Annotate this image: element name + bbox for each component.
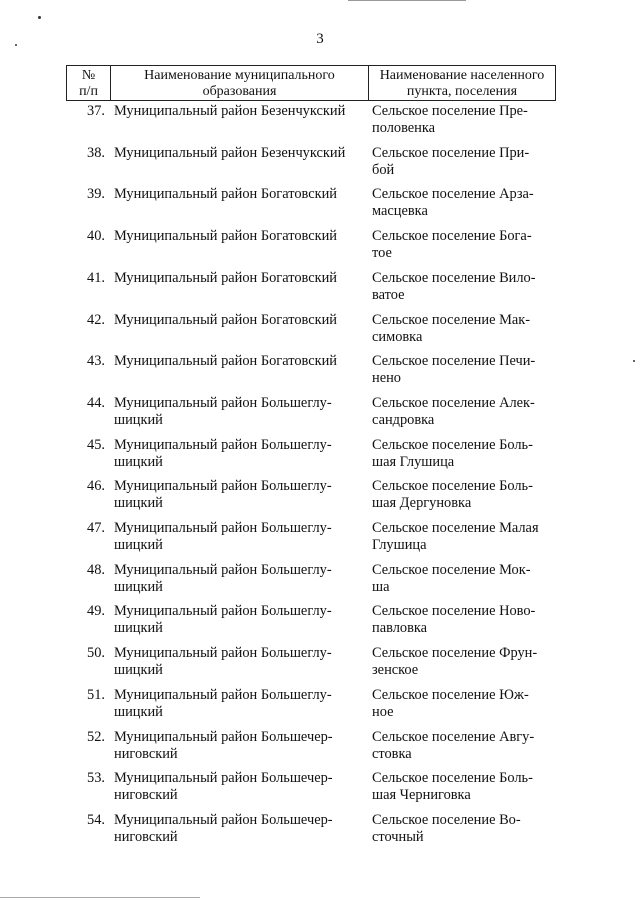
- municipality-name-line: Муниципальный район Безенчукский: [114, 145, 346, 161]
- settlement-name: [372, 478, 550, 512]
- municipality-name-line: ниговский: [114, 746, 178, 762]
- row-number: 48.: [87, 562, 105, 578]
- municipality-name-line: Муниципальный район Богатовский: [114, 270, 338, 286]
- settlement-name: [372, 312, 550, 346]
- settlement-name-line: Сельское поселение Алек-: [372, 395, 535, 411]
- settlement-name-line: ватое: [372, 287, 405, 303]
- scan-edge-line: [348, 0, 466, 1]
- settlement-name: [372, 145, 550, 179]
- settlement-name: [372, 645, 550, 679]
- settlement-name: [372, 520, 550, 554]
- settlement-name: [372, 770, 550, 804]
- settlement-name-line: павловка: [372, 620, 428, 636]
- settlement-name: [372, 812, 550, 846]
- settlement-name-line: Сельское поселение Пре-: [372, 103, 528, 119]
- municipality-name: [114, 228, 368, 245]
- row-number: 51.: [87, 687, 105, 703]
- row-number: 40.: [87, 228, 105, 244]
- row-number: 47.: [87, 520, 105, 536]
- settlement-name: [372, 562, 550, 596]
- row-number: 53.: [87, 770, 105, 786]
- settlement-name-line: шая Глушица: [372, 454, 455, 470]
- row-number: 49.: [87, 603, 105, 619]
- municipality-name-line: Муниципальный район Большечер-: [114, 812, 333, 828]
- settlement-name-line: ша: [372, 579, 390, 595]
- settlement-name-line: Сельское поселение Бога-: [372, 228, 532, 244]
- municipality-name: [114, 145, 368, 162]
- row-number: 43.: [87, 353, 105, 369]
- page-number: 3: [316, 31, 324, 47]
- settlement-name: [372, 103, 550, 137]
- row-number: 54.: [87, 812, 105, 828]
- municipality-name-line: шицкий: [114, 495, 163, 511]
- settlement-name-line: стовка: [372, 746, 412, 762]
- settlement-name-line: Сельское поселение Печи-: [372, 353, 536, 369]
- settlement-name: [372, 270, 550, 304]
- municipality-name-line: шицкий: [114, 662, 163, 678]
- settlement-name-line: Сельское поселение Во-: [372, 812, 521, 828]
- municipality-name: [114, 478, 368, 512]
- settlement-name: [372, 395, 550, 429]
- row-number: 46.: [87, 478, 105, 494]
- municipality-name-line: шицкий: [114, 454, 163, 470]
- scan-speck: [38, 16, 41, 19]
- municipality-name-line: ниговский: [114, 829, 178, 845]
- municipality-name-line: Муниципальный район Богатовский: [114, 312, 338, 328]
- row-number: 42.: [87, 312, 105, 328]
- municipality-name: [114, 312, 368, 329]
- municipality-name-line: Муниципальный район Богатовский: [114, 186, 338, 202]
- settlement-name-line: Сельское поселение Авгу-: [372, 729, 535, 745]
- municipality-name-line: Муниципальный район Богатовский: [114, 353, 338, 369]
- row-number: 52.: [87, 729, 105, 745]
- settlement-name-line: Глушица: [372, 537, 427, 553]
- row-number: 37.: [87, 103, 105, 119]
- settlement-name-line: сточный: [372, 829, 424, 845]
- municipality-name-line: шицкий: [114, 704, 163, 720]
- settlement-name-line: Сельское поселение Боль-: [372, 478, 533, 494]
- settlement-name-line: Сельское поселение Ново-: [372, 603, 536, 619]
- header-municipality-column: Наименование муниципального образования: [111, 66, 369, 100]
- settlement-name-line: Сельское поселение Малая: [372, 520, 539, 536]
- municipality-name: [114, 186, 368, 203]
- row-number: 41.: [87, 270, 105, 286]
- municipality-name-line: шицкий: [114, 537, 163, 553]
- settlement-name-line: симовка: [372, 329, 423, 345]
- scan-speck: [633, 360, 635, 362]
- municipality-name-line: Муниципальный район Богатовский: [114, 228, 338, 244]
- settlement-name-line: Сельское поселение Мак-: [372, 312, 531, 328]
- settlement-name: [372, 437, 550, 471]
- scan-edge-line: [0, 897, 200, 898]
- municipality-name: [114, 103, 368, 120]
- settlement-name: [372, 186, 550, 220]
- municipality-name: [114, 437, 368, 471]
- municipality-name-line: шицкий: [114, 620, 163, 636]
- municipality-name-line: Муниципальный район Большеглу-: [114, 478, 332, 494]
- settlement-name-line: шая Черниговка: [372, 787, 471, 803]
- settlement-name: [372, 603, 550, 637]
- settlement-name-line: сандровка: [372, 412, 435, 428]
- municipality-name: [114, 562, 368, 596]
- municipality-name-line: Муниципальный район Большеглу-: [114, 603, 332, 619]
- municipality-name: [114, 687, 368, 721]
- municipality-name-line: ниговский: [114, 787, 178, 803]
- municipality-name: [114, 270, 368, 287]
- settlement-name-line: зенское: [372, 662, 419, 678]
- municipality-name-line: Муниципальный район Большеглу-: [114, 645, 332, 661]
- row-number: 38.: [87, 145, 105, 161]
- settlement-name-line: масцевка: [372, 203, 428, 219]
- settlement-name-line: тое: [372, 245, 392, 261]
- settlement-name-line: нено: [372, 370, 401, 386]
- settlement-name: [372, 353, 550, 387]
- settlement-name-line: Сельское поселение Боль-: [372, 770, 533, 786]
- row-number: 50.: [87, 645, 105, 661]
- settlement-name-line: шая Дергуновка: [372, 495, 472, 511]
- municipality-name: [114, 645, 368, 679]
- settlement-name: [372, 228, 550, 262]
- municipality-name: [114, 770, 368, 804]
- municipality-name: [114, 395, 368, 429]
- row-number: 45.: [87, 437, 105, 453]
- settlement-name-line: Сельское поселение Боль-: [372, 437, 533, 453]
- municipality-name: [114, 603, 368, 637]
- municipality-name-line: Муниципальный район Большеглу-: [114, 687, 332, 703]
- settlement-name-line: Сельское поселение Фрун-: [372, 645, 538, 661]
- settlement-name-line: Сельское поселение Вило-: [372, 270, 536, 286]
- municipality-name: [114, 353, 368, 370]
- municipality-name-line: шицкий: [114, 412, 163, 428]
- municipality-name-line: Муниципальный район Большеглу-: [114, 437, 332, 453]
- settlement-name: [372, 687, 550, 721]
- municipality-name-line: Муниципальный район Большеглу-: [114, 395, 332, 411]
- municipality-name-line: шицкий: [114, 579, 163, 595]
- row-number: 39.: [87, 186, 105, 202]
- municipality-name-line: Муниципальный район Безенчукский: [114, 103, 346, 119]
- settlement-name-line: Сельское поселение Арза-: [372, 186, 534, 202]
- settlement-name-line: бой: [372, 162, 395, 178]
- municipality-name-line: Муниципальный район Большечер-: [114, 729, 333, 745]
- municipality-name-line: Муниципальный район Большечер-: [114, 770, 333, 786]
- settlement-name-line: половенка: [372, 120, 436, 136]
- municipality-name: [114, 812, 368, 846]
- municipality-name-line: Муниципальный район Большеглу-: [114, 562, 332, 578]
- settlement-name-line: Сельское поселение Мок-: [372, 562, 531, 578]
- table-header: [66, 65, 556, 101]
- settlement-name-line: Сельское поселение Юж-: [372, 687, 529, 703]
- settlement-name: [372, 729, 550, 763]
- row-number: 44.: [87, 395, 105, 411]
- municipality-name-line: Муниципальный район Большеглу-: [114, 520, 332, 536]
- municipality-name: [114, 520, 368, 554]
- header-settlement-column: Наименование населенного пункта, поселения: [379, 68, 545, 99]
- municipality-name: [114, 729, 368, 763]
- settlement-name-line: Сельское поселение При-: [372, 145, 530, 161]
- settlement-name-line: ное: [372, 704, 394, 720]
- header-number-column: № п/п: [67, 66, 111, 100]
